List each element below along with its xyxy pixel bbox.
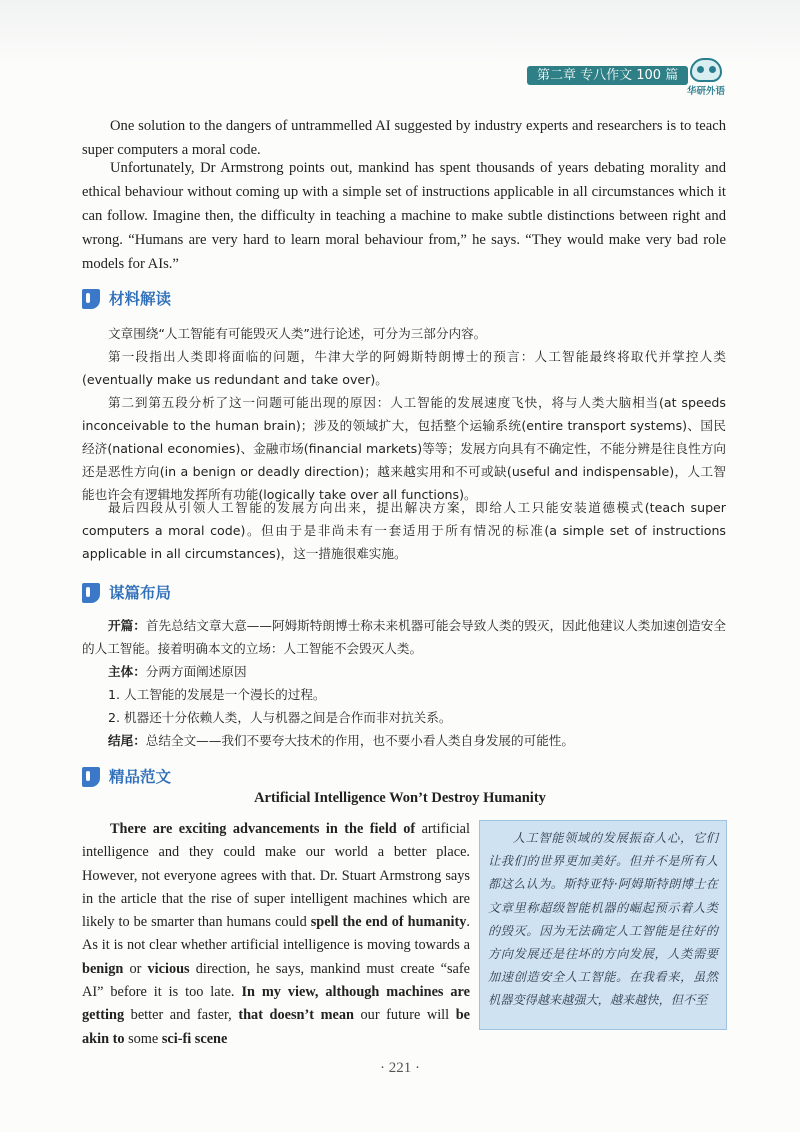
layout-body: [82, 660, 726, 683]
layout-ending: [82, 729, 726, 752]
publisher-logo: [682, 56, 730, 98]
layout-opening: [82, 614, 726, 660]
ending-text: 总结全文——我们不要夸大技术的作用，也不要小看人类自身发展的可能性。: [145, 733, 574, 748]
essay-bold: spell the end of humanity: [310, 914, 467, 931]
top-band: [0, 0, 800, 62]
logo-text: 华研外语: [686, 86, 725, 97]
logo-eye-left: [697, 66, 704, 73]
essay-bold: There are exciting advancements in the field of: [110, 821, 416, 837]
essay-bold: that doesn’t mean: [238, 1007, 354, 1024]
essay-text: some: [124, 1030, 162, 1047]
essay-paragraph: [82, 818, 470, 1051]
intro-paragraph-2: Unfortunately, Dr Armstrong points out, mankind has spent thousands of years debating morality and ethical behaviour without coming up with a simple set of instructions applicable in all circumstances which it can follow. Imagine then, the difficulty in teaching a machine to make subtle distinctions between right and wrong. “Humans are very hard to learn moral behaviour from,” he says. “They would make very bad role models for AIs.”: [82, 160, 726, 272]
page-number: · 221 ·: [380, 1060, 420, 1076]
essay-text: better and faster,: [124, 1007, 239, 1024]
essay-title: Artificial Intelligence Won’t Destroy Humanity: [254, 790, 546, 806]
material-paragraph-1: 文章围绕“人工智能有可能毁灭人类”进行论述，可分为三部分内容。: [108, 326, 487, 341]
essay-text: artificial intelligence and they could make our world a better place. However, not everyone agrees with that. Dr. Stuart Armstrong says in the article that the rise of super intelligent machines which are likely to be smarter than humans could: [82, 821, 470, 931]
essay-text: direction, he says, mankind must create “safe AI” before it is too late.: [82, 960, 470, 1001]
bookmark-icon: [82, 767, 100, 787]
layout-point-2: 2. 机器还十分依赖人类，人与机器之间是合作而非对抗关系。: [108, 710, 452, 725]
chapter-header: 第二章 专八作文 100 篇: [527, 66, 688, 85]
bookmark-icon: [82, 289, 100, 309]
essay-bold: sci-fi scene: [161, 1030, 228, 1047]
body-text: 分两方面阐述原因: [145, 664, 247, 679]
ending-label: 结尾：: [108, 733, 146, 748]
logo-eye-right: [709, 66, 716, 73]
layout-point-1: 1. 人工智能的发展是一个漫长的过程。: [108, 687, 326, 702]
bookmark-icon: [82, 583, 100, 603]
essay-bold: vicious: [147, 960, 190, 977]
material-paragraph-3: 第二到第五段分析了这一问题可能出现的原因：人工智能的发展速度飞快，将与人类大脑相当(at speeds inconceivable to the human brain)；涉及的领域扩大，包括整个运输系统(entire transport systems)、国民经济(national economies)、金融市场(financial markets)等等；发展方向具有不确定性，不能分辨是往良性方向还是恶性方向(in a benign or deadly direction)；越来越实用和不可或缺(useful and indispensable)，人工智能也许会有逻辑地发挥所有功能(logically take over all functions)。: [82, 395, 726, 502]
essay-bold: benign: [82, 960, 124, 977]
translation-sidebar: [479, 820, 727, 1030]
section-title: 材料解读: [109, 290, 172, 308]
intro-paragraph-1: One solution to the dangers of untrammelled AI suggested by industry experts and researchers is to teach super computers a moral code.: [82, 118, 726, 158]
essay-text: our future will: [353, 1007, 456, 1024]
material-paragraph-2: 第一段指出人类即将面临的问题，牛津大学的阿姆斯特朗博士的预言：人工智能最终将取代并掌控人类(eventually make us redundant and take over)。: [82, 349, 726, 387]
section-title: 谋篇布局: [109, 584, 172, 602]
essay-bold: In my view, although machines are getting: [82, 984, 470, 1024]
body-label: 主体：: [108, 664, 146, 679]
opening-label: 开篇：: [108, 618, 146, 633]
essay-bold: be akin to: [82, 1007, 470, 1047]
essay-text: . As it is not clear whether artificial intelligence is moving towards a: [82, 914, 470, 954]
opening-text: 首先总结文章大意——阿姆斯特朗博士称未来机器可能会导致人类的毁灭，因此他建议人类加速创造安全的人工智能。接着明确本文的立场：人工智能不会毁灭人类。: [82, 618, 727, 656]
frog-icon: [690, 58, 722, 82]
material-paragraph-4: 最后四段从引领人工智能的发展方向出来，提出解决方案，即给人工只能安装道德模式(teach super computers a moral code)。但由于是非尚未有一套适用于所有情况的标准(a simple set of instructions applicable in all circumstances)，这一措施很难实施。: [82, 500, 726, 561]
translation-text: 人工智能领域的发展振奋人心，它们让我们的世界更加美好。但并不是所有人都这么认为。斯特亚特·阿姆斯特朗博士在文章里称超级智能机器的崛起预示着人类的毁灭。因为无法确定人工智能是往好的方向发展还是往坏的方向发展，人类需要加速创造安全人工智能。在我看来，虽然机器变得越来越强大，越来越快，但不至: [488, 831, 718, 1008]
essay-text: or: [123, 960, 148, 977]
section-title: 精品范文: [109, 768, 172, 786]
